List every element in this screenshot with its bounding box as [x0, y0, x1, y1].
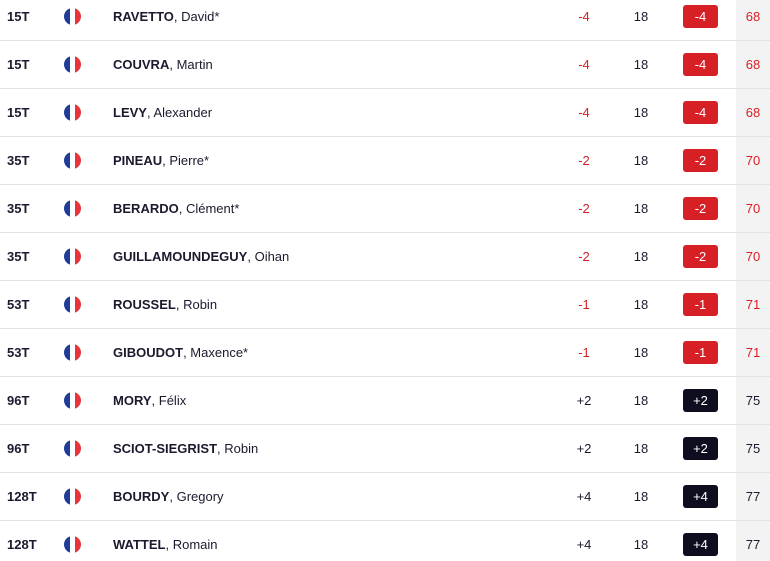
- round-score-badge: +4: [683, 485, 718, 508]
- table-row[interactable]: [0, 521, 770, 561]
- player-last-name: WATTEL: [113, 537, 166, 552]
- france-flag-icon: [64, 344, 81, 361]
- france-flag-icon: [64, 440, 81, 457]
- france-flag-icon: [64, 8, 81, 25]
- player-name-link[interactable]: [113, 185, 239, 232]
- holes-played: 18: [633, 297, 649, 312]
- round-strokes: 71: [745, 345, 761, 360]
- position-label: 35T: [7, 249, 30, 264]
- france-flag-icon: [64, 248, 81, 265]
- round-strokes: 75: [745, 393, 761, 408]
- player-first-name: Clément*: [185, 201, 240, 216]
- name-separator: ,: [165, 537, 173, 552]
- player-last-name: RAVETTO: [113, 9, 174, 24]
- position-label: 35T: [7, 201, 30, 216]
- player-first-name: Oihan: [254, 249, 290, 264]
- round-score-badge: +2: [683, 437, 718, 460]
- player-last-name: MORY: [113, 393, 152, 408]
- france-flag-icon: [64, 56, 81, 73]
- table-row[interactable]: [0, 89, 770, 137]
- round-score-badge: -4: [683, 5, 718, 28]
- position-label: 128T: [7, 537, 37, 552]
- round-strokes: 77: [745, 537, 761, 552]
- player-name-link[interactable]: [113, 89, 212, 136]
- player-last-name: GIBOUDOT: [113, 345, 184, 360]
- position-label: 53T: [7, 297, 30, 312]
- round-score-badge: -1: [683, 293, 718, 316]
- table-row[interactable]: [0, 425, 770, 473]
- round-score-badge: -1: [683, 341, 718, 364]
- total-to-par: -2: [578, 249, 590, 264]
- holes-played: 18: [633, 489, 649, 504]
- name-separator: ,: [169, 57, 177, 72]
- player-name-link[interactable]: [113, 425, 258, 472]
- france-flag-icon: [64, 152, 81, 169]
- player-last-name: LEVY: [113, 105, 147, 120]
- round-strokes: 68: [745, 9, 761, 24]
- position-label: 15T: [7, 57, 30, 72]
- france-flag-icon: [64, 104, 81, 121]
- name-separator: ,: [162, 153, 170, 168]
- player-last-name: BERARDO: [113, 201, 179, 216]
- round-strokes: 68: [745, 57, 761, 72]
- table-row[interactable]: [0, 0, 770, 41]
- player-name-link[interactable]: [113, 233, 289, 280]
- position-label: 15T: [7, 9, 30, 24]
- total-to-par: -1: [578, 345, 590, 360]
- round-strokes: 70: [745, 201, 761, 216]
- round-score-badge: -2: [683, 149, 718, 172]
- round-score-badge: -4: [683, 53, 718, 76]
- round-strokes: 68: [745, 105, 761, 120]
- table-row[interactable]: [0, 233, 770, 281]
- table-row[interactable]: [0, 281, 770, 329]
- total-to-par: +2: [576, 393, 592, 408]
- table-row[interactable]: [0, 41, 770, 89]
- france-flag-icon: [64, 536, 81, 553]
- france-flag-icon: [64, 200, 81, 217]
- player-name-link[interactable]: [113, 0, 219, 40]
- player-first-name: Maxence*: [190, 345, 249, 360]
- player-name-link[interactable]: [113, 41, 213, 88]
- player-name-link[interactable]: [113, 377, 186, 424]
- name-separator: ,: [173, 9, 182, 24]
- position-label: 96T: [7, 393, 30, 408]
- france-flag-icon: [64, 488, 81, 505]
- table-row[interactable]: [0, 329, 770, 377]
- player-name-link[interactable]: [113, 521, 218, 561]
- player-last-name: SCIOT-SIEGRIST: [113, 441, 218, 456]
- player-last-name: PINEAU: [113, 153, 163, 168]
- round-score-badge: -4: [683, 101, 718, 124]
- total-to-par: +4: [576, 489, 592, 504]
- total-to-par: -2: [578, 153, 590, 168]
- france-flag-icon: [64, 296, 81, 313]
- player-name-link[interactable]: [113, 281, 217, 328]
- name-separator: ,: [146, 105, 154, 120]
- position-label: 15T: [7, 105, 30, 120]
- position-label: 53T: [7, 345, 30, 360]
- table-row[interactable]: [0, 377, 770, 425]
- round-strokes: 70: [745, 249, 761, 264]
- holes-played: 18: [633, 201, 649, 216]
- holes-played: 18: [633, 441, 649, 456]
- total-to-par: -1: [578, 297, 590, 312]
- round-strokes: 71: [745, 297, 761, 312]
- holes-played: 18: [633, 345, 649, 360]
- total-to-par: -4: [578, 105, 590, 120]
- table-row[interactable]: [0, 185, 770, 233]
- holes-played: 18: [633, 105, 649, 120]
- player-first-name: Gregory: [176, 489, 224, 504]
- name-separator: ,: [175, 297, 184, 312]
- round-score-badge: +2: [683, 389, 718, 412]
- holes-played: 18: [633, 537, 649, 552]
- player-last-name: ROUSSEL: [113, 297, 176, 312]
- player-first-name: David*: [181, 9, 220, 24]
- name-separator: ,: [151, 393, 159, 408]
- round-score-badge: -2: [683, 245, 718, 268]
- round-strokes: 70: [745, 153, 761, 168]
- total-to-par: +2: [576, 441, 592, 456]
- player-first-name: Robin: [224, 441, 259, 456]
- total-to-par: -4: [578, 57, 590, 72]
- player-first-name: Pierre*: [169, 153, 210, 168]
- position-label: 128T: [7, 489, 37, 504]
- holes-played: 18: [633, 249, 649, 264]
- player-name-link[interactable]: [113, 329, 248, 376]
- round-score-badge: +4: [683, 533, 718, 556]
- name-separator: ,: [217, 441, 225, 456]
- player-last-name: COUVRA: [113, 57, 170, 72]
- name-separator: ,: [247, 249, 255, 264]
- player-first-name: Romain: [172, 537, 218, 552]
- name-separator: ,: [178, 201, 186, 216]
- name-separator: ,: [169, 489, 177, 504]
- holes-played: 18: [633, 57, 649, 72]
- player-name-link[interactable]: [113, 137, 209, 184]
- total-to-par: -2: [578, 201, 590, 216]
- position-label: 96T: [7, 441, 30, 456]
- holes-played: 18: [633, 9, 649, 24]
- player-first-name: Félix: [158, 393, 187, 408]
- round-score-badge: -2: [683, 197, 718, 220]
- table-row[interactable]: [0, 137, 770, 185]
- holes-played: 18: [633, 393, 649, 408]
- player-name-link[interactable]: [113, 473, 224, 520]
- player-first-name: Martin: [176, 57, 213, 72]
- player-last-name: GUILLAMOUNDEGUY: [113, 249, 248, 264]
- player-last-name: BOURDY: [113, 489, 170, 504]
- total-to-par: -4: [578, 9, 590, 24]
- holes-played: 18: [633, 153, 649, 168]
- total-to-par: +4: [576, 537, 592, 552]
- name-separator: ,: [183, 345, 191, 360]
- position-label: 35T: [7, 153, 30, 168]
- player-first-name: Alexander: [153, 105, 213, 120]
- round-strokes: 77: [745, 489, 761, 504]
- player-first-name: Robin: [183, 297, 218, 312]
- france-flag-icon: [64, 392, 81, 409]
- round-strokes: 75: [745, 441, 761, 456]
- table-row[interactable]: [0, 473, 770, 521]
